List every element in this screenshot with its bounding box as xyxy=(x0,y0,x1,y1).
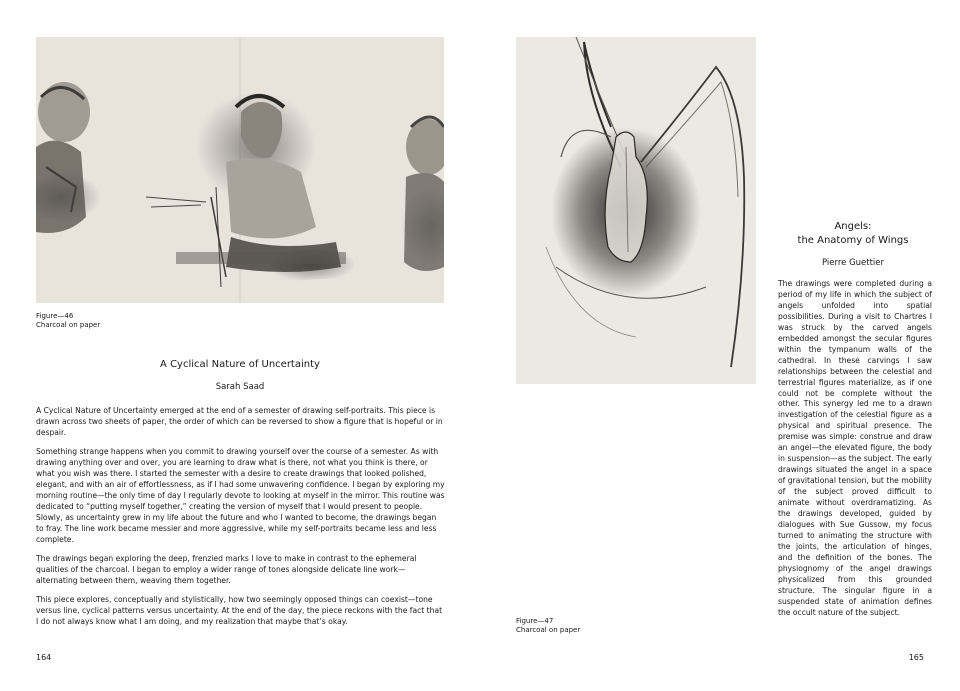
figure-number: Figure—47 xyxy=(516,617,554,625)
paragraph: A Cyclical Nature of Uncertainty emerged at the end of a semester of drawing self-portraits. This piece is drawn across two sheets of paper, the order of which can be reversed to show a figure that is hopeful or in despair. xyxy=(36,406,443,437)
figure-46-caption xyxy=(36,312,100,330)
figure-medium: Charcoal on paper xyxy=(36,321,101,329)
page-number: 165 xyxy=(908,653,924,662)
essay-body xyxy=(778,279,932,619)
essay-title xyxy=(776,220,930,248)
essay-title-line-1: Angels: xyxy=(834,221,872,232)
paragraph: This piece explores, conceptually and stylistically, how two seemingly opposed things can coexist—tone versus line, cyclical patterns versus uncertainty. At the end of the day, the piece reckons with the fact that I do not always know what I am doing, and my realization that maybe that’s okay. xyxy=(36,595,443,626)
essay-author: Sarah Saad xyxy=(215,382,265,392)
essay-body xyxy=(36,405,446,635)
right-page xyxy=(480,0,960,691)
essay-author: Pierre Guettier xyxy=(821,258,885,268)
figure-number: Figure—46 xyxy=(36,312,74,320)
essay-title: A Cyclical Nature of Uncertainty xyxy=(160,359,320,370)
paragraph: Something strange happens when you commit to drawing yourself over the course of a semester. As with drawing anything over and over, you are learning to draw what is there, not what you think is there, or what you wish was there. I started the semester with a desire to create drawings that looked polished, elegant, and with an air of effortlessness, as if I had some unwavering confidence. I began by exploring my morning routine—the only time of day I regularly devote to looking at myself in the mirror. This routine was dedicated to “putting myself together,” creating the version of myself that I would present to people. Slowly, as uncertainty grew in my life about the future and who I wanted to become, the drawings began to fray. The line work became messier and more aggressive, while my self-portraits became less and less complete. xyxy=(36,447,445,544)
charcoal-drawing-angel xyxy=(516,37,756,384)
figure-47-caption xyxy=(516,617,580,635)
figure-47-drawing xyxy=(516,37,756,384)
charcoal-drawing-self-portraits xyxy=(36,37,444,303)
paragraph: The drawings began exploring the deep, frenzied marks I love to make in contrast to the ephemeral qualities of the charcoal. I began to employ a wider range of tones alongside delicate line work—alternating between them, weaving them together. xyxy=(36,554,417,585)
figure-medium: Charcoal on paper xyxy=(516,626,581,634)
essay-title-line-2: the Anatomy of Wings xyxy=(797,235,909,246)
figure-46-drawing xyxy=(36,37,444,303)
paragraph: The drawings were completed during a period of my life in which the subject of angels unfolded into spatial possibilities. During a visit to Chartres I was struck by the carved angels embedded amongst the secular figures within the tympanum walls of the cathedral. In these carvings I saw relationships between the celestial and terrestrial figures materialize, as if one could not be complete without the other. This synergy led me to a drawn investigation of the celestial figure as a physical and spiritual presence. The premise was simple: construe and draw an angel—the elevated figure, the body in suspension—as the subject. The early drawings situated the angel in a space of gravitational tension, but the mobility of the subject proved difficult to animate without overdramatizing. As the drawings developed, guided by dialogues with Sue Gussow, my focus turned to animating the structure with the joints, the articulation of hinges, and the definition of the bones. The physiognomy of the angel drawings physicalized from this grounded structure. The singular figure in a suspended state of animation defines the occult nature of the subject. xyxy=(778,279,932,617)
page-number: 164 xyxy=(36,653,52,662)
